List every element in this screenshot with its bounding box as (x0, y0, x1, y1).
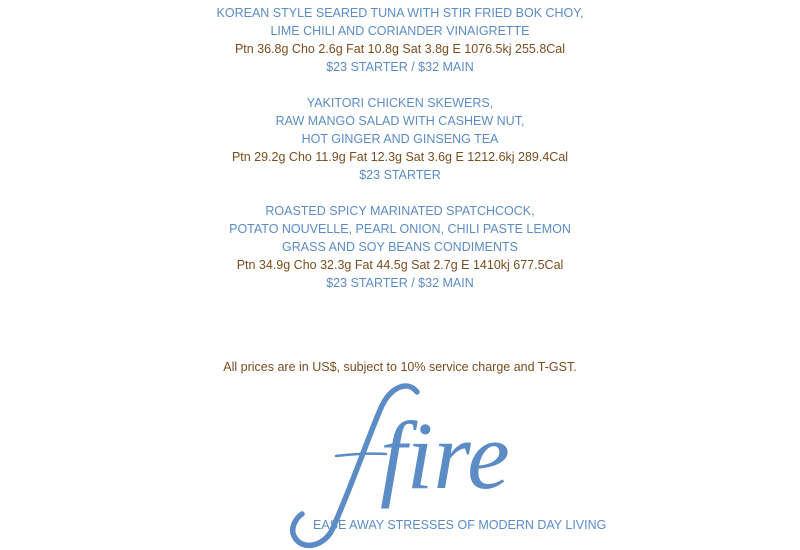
dish-name-line: GRASS AND SOY BEANS CONDIMENTS (282, 240, 518, 254)
dish-price: $23 STARTER / $32 MAIN (326, 276, 474, 290)
dish-price: $23 STARTER (359, 168, 441, 182)
menu-section (0, 4, 800, 310)
dish-name-line: YAKITORI CHICKEN SKEWERS, (306, 96, 494, 110)
dish-name-line: POTATO NOUVELLE, PEARL ONION, CHILI PASTE LEMON (229, 222, 571, 236)
menu-item-yakitori (0, 94, 800, 184)
dish-price: $23 STARTER / $32 MAIN (326, 60, 474, 74)
dish-nutrition: Ptn 34.9g Cho 32.3g Fat 44.5g Sat 2.7g E 1410kj 677.5Cal (236, 258, 564, 272)
price-disclaimer: All prices are in US$, subject to 10% service charge and T-GST. (223, 360, 577, 374)
menu-item-spatchcock (0, 202, 800, 292)
dish-name-line: ROASTED SPICY MARINATED SPATCHCOCK, (265, 204, 535, 218)
dish-nutrition: Ptn 36.8g Cho 2.6g Fat 10.8g Sat 3.8g E 1076.5kj 255.8Cal (234, 42, 566, 56)
menu-item-tuna (0, 4, 800, 76)
dish-name-line: KOREAN STYLE SEARED TUNA WITH STIR FRIED BOK CHOY, (216, 6, 584, 20)
dish-name-line: RAW MANGO SALAD WITH CASHEW NUT, (275, 114, 525, 128)
tagline: EASE AWAY STRESSES OF MODERN DAY LIVING (313, 518, 607, 532)
dish-name-line: LIME CHILI AND CORIANDER VINAIGRETTE (270, 24, 530, 38)
logo-word: fire (380, 402, 510, 509)
dish-nutrition: Ptn 29.2g Cho 11.9g Fat 12.3g Sat 3.6g E 1212.6kj 289.4Cal (231, 150, 569, 164)
dish-name-line: HOT GINGER AND GINSENG TEA (301, 132, 499, 146)
